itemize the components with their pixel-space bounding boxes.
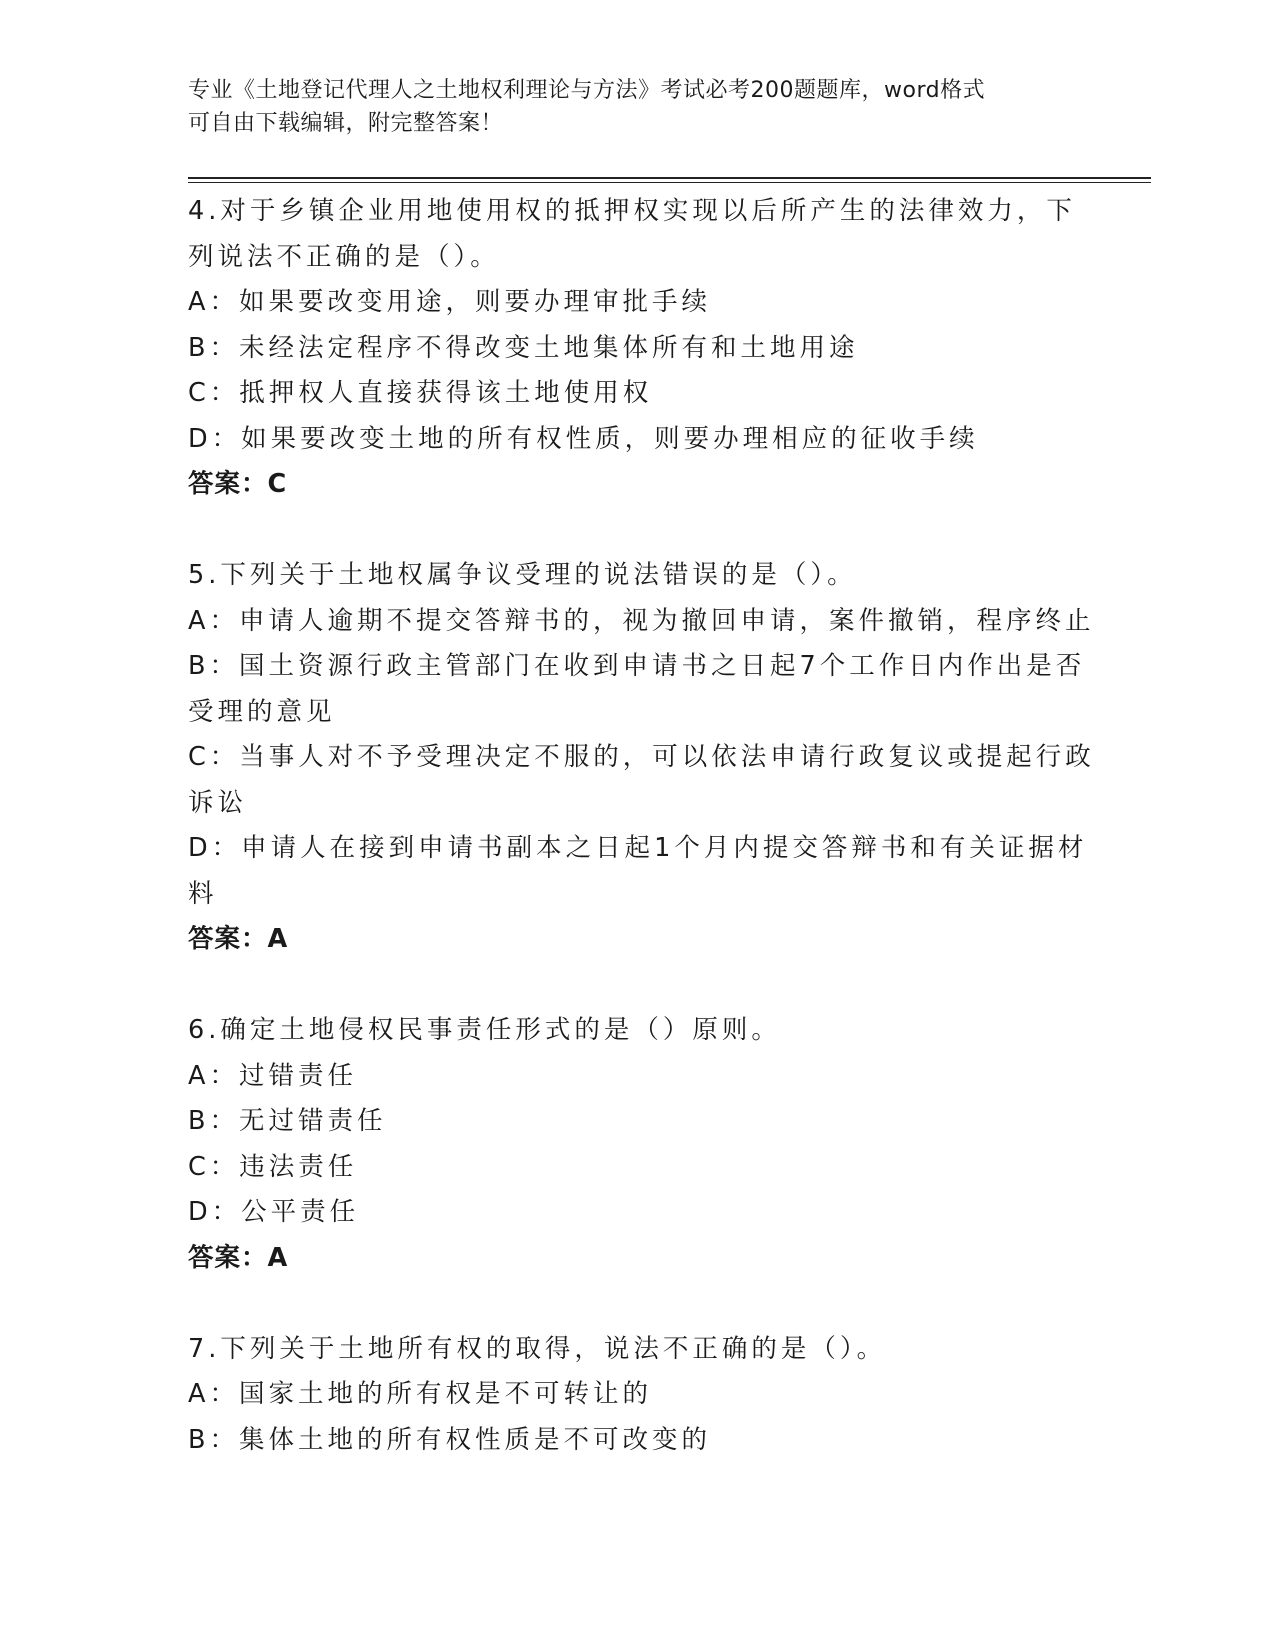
option-b: B：未经法定程序不得改变土地集体所有和土地用途 [188, 332, 859, 363]
option-a: A：申请人逾期不提交答辩书的，视为撤回申请，案件撤销，程序终止 [188, 605, 1095, 636]
option-a: A：过错责任 [188, 1060, 357, 1091]
question-7 [188, 1327, 1088, 1464]
option-c: C：违法责任 [188, 1151, 358, 1182]
question-stem-continued: 列说法不正确的是（）。 [188, 241, 500, 272]
option-c: C：抵押权人直接获得该土地使用权 [188, 378, 653, 408]
option-d: D：公平责任 [188, 1197, 360, 1227]
spacer [188, 508, 1088, 554]
option-c: C：当事人对不予受理决定不服的，可以依法申请行政复议或提起行政 [188, 742, 1095, 772]
document-header [188, 74, 1088, 140]
question-stem: 7.下列关于土地所有权的取得，说法不正确的是（）。 [188, 1333, 887, 1364]
spacer [188, 1281, 1088, 1327]
option-b: B：集体土地的所有权性质是不可改变的 [188, 1424, 711, 1455]
header-divider-thin [188, 182, 1151, 183]
option-d: D：申请人在接到申请书副本之日起1个月内提交答辩书和有关证据材 [188, 833, 1088, 863]
answer: 答案：C [188, 469, 288, 499]
option-a: A：国家土地的所有权是不可转让的 [188, 1379, 652, 1409]
question-stem: 5.下列关于土地权属争议受理的说法错误的是（）。 [188, 560, 857, 590]
spacer [188, 963, 1088, 1009]
question-5 [188, 553, 1095, 963]
option-c-continued: 诉讼 [188, 787, 248, 818]
option-d-continued: 料 [188, 878, 218, 909]
question-4 [188, 189, 1088, 508]
option-b: B：无过错责任 [188, 1106, 387, 1136]
option-b-continued: 受理的意见 [188, 696, 336, 727]
answer: 答案：A [188, 1242, 289, 1273]
header-line-2: 可自由下载编辑，附完整答案！ [188, 111, 504, 136]
option-a: A：如果要改变用途，则要办理审批手续 [188, 287, 711, 317]
option-b: B：国土资源行政主管部门在收到申请书之日起7个工作日内作出是否 [188, 651, 1086, 681]
question-list [188, 189, 1095, 1463]
answer: 答案：A [188, 924, 289, 954]
option-d: D：如果要改变土地的所有权性质，则要办理相应的征收手续 [188, 423, 979, 454]
question-stem: 6.确定土地侵权民事责任形式的是（）原则。 [188, 1015, 781, 1045]
header-line-1: 专业《土地登记代理人之土地权利理论与方法》考试必考200题题库，word格式 [188, 78, 986, 103]
header-divider [188, 177, 1151, 179]
question-6 [188, 1008, 1088, 1281]
question-stem: 4.对于乡镇企业用地使用权的抵押权实现以后所产生的法律效力，下 [188, 196, 1076, 226]
